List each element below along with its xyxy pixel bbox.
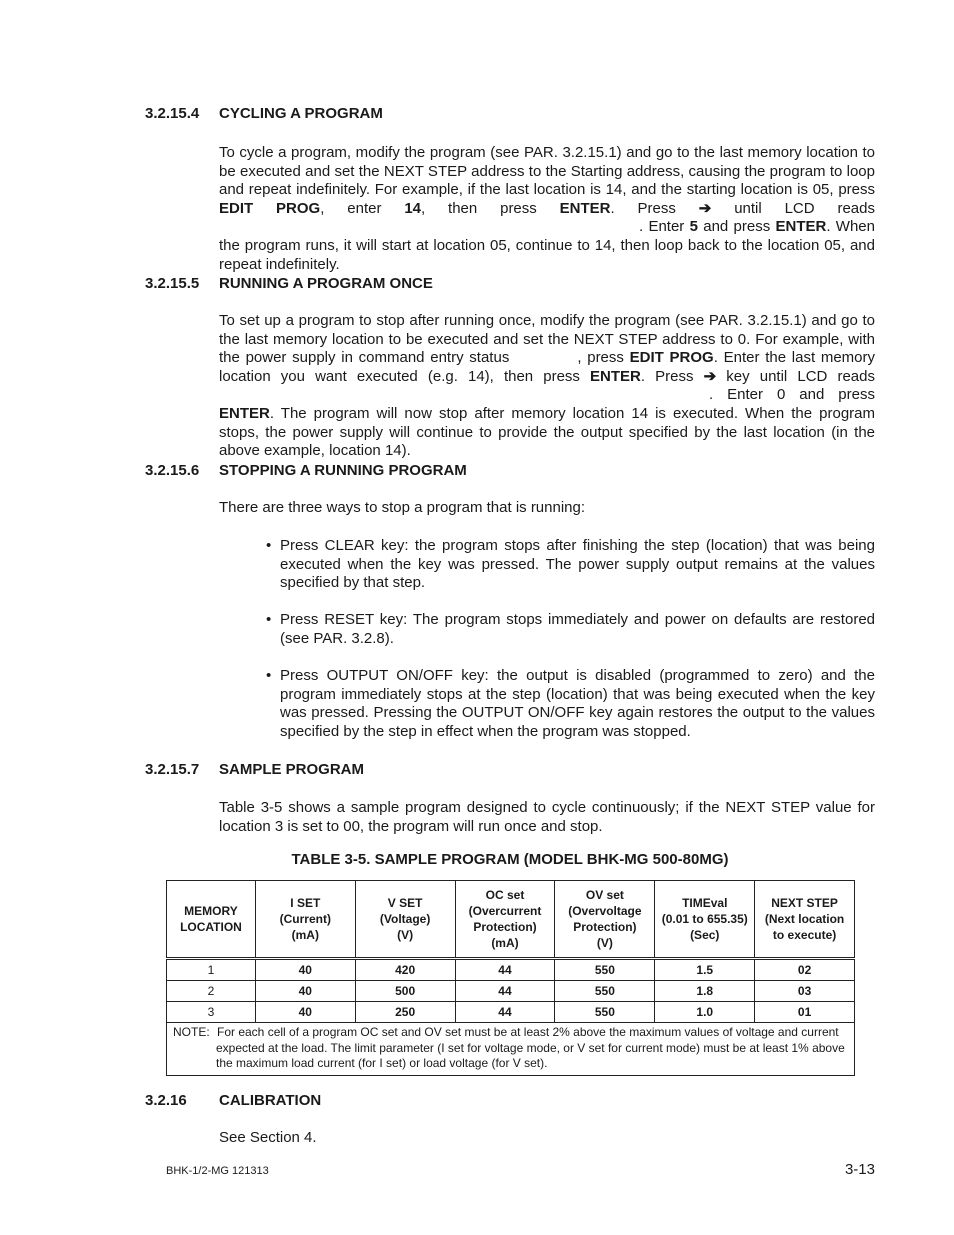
enter-key: ENTER [590,367,641,385]
bullet-icon: • [266,611,272,628]
section-title: SAMPLE PROGRAM [219,761,365,778]
header-next-step: NEXT STEP (Next location to execute) [755,881,855,959]
list-item: • Press CLEAR key: the program stops after finishing the step (location) that was being executed when the key was pressed. The power supply output remains at the values specified by that step. [266,537,875,592]
paragraph-calibration: See Section 4. [219,1129,317,1146]
table-header-row [167,881,855,959]
section-number: 3.2.15.6 [145,462,200,479]
bullet-icon: • [266,667,272,684]
header-oc-set: OC set (Overcurrent Protection) (mA) [455,881,555,959]
section-number: 3.2.16 [145,1092,187,1109]
enter-key: ENTER [219,404,270,422]
header-memory-location: MEMORY LOCATION [167,881,256,959]
section-number: 3.2.15.5 [145,275,200,292]
section-number: 3.2.15.4 [145,105,200,122]
section-number: 3.2.15.7 [145,761,200,778]
header-i-set: I SET (Current) (mA) [255,881,355,959]
right-arrow-icon: ➔ [703,367,717,385]
note-text: For each cell of a program OC set and OV set must be at least 2% above the maximum values of voltage and current expected at the load. The limit parameter (I set for voltage mode, or V set for current mode) must be at least 1% above the maximum load current (for I set) or load voltage (for V set). [216,1025,845,1070]
table-row: 3 40 250 44 550 1.0 01 [167,1002,855,1023]
table-row: 1 40 420 44 550 1.5 02 [167,959,855,981]
section-title: STOPPING A RUNNING PROGRAM [219,462,467,479]
edit-prog-key: EDIT PROG [629,349,714,367]
note-label: NOTE: [173,1025,210,1039]
section-title: RUNNING A PROGRAM ONCE [219,275,433,292]
section-title: CALIBRATION [219,1092,322,1109]
list-item: • Press OUTPUT ON/OFF key: the output is disabled (programmed to zero) and the program immediately stops at the step (location) that was being executed when the key was pressed. Pressing the OUTPUT ON/OFF key again restores the output to the values specified by the step in effect when the program was stopped. [266,667,875,740]
page-number: 3-13 [844,1161,875,1178]
footer-doc-id: BHK-1/2-MG 121313 [166,1165,269,1177]
table-note [167,1023,855,1076]
right-arrow-icon: ➔ [698,199,712,217]
table-title: TABLE 3-5. SAMPLE PROGRAM (MODEL BHK-MG 500-80MG) [291,851,729,868]
paragraph-stop-intro: There are three ways to stop a program that is running: [219,499,586,516]
table-row: 2 40 500 44 550 1.8 03 [167,981,855,1002]
table-note-row [167,1023,855,1076]
paragraph-cycling-program: To cycle a program, modify the program (see PAR. 3.2.15.1) and go to the last memory location to be executed and set the NEXT STEP address to the Starting address, causing the program to loop and repeat indefinitely. For example, if the last location is 14, and the starting location is 05, press EDIT PROG, enter 14, then press ENTER. Press ➔ until LCD reads. Enter 5 and press ENTER. When the program runs, it will start at location 05, continue to 14, then loop back to the location 05, and repeat indefinitely. [219,144,875,273]
header-v-set: V SET (Voltage) (V) [355,881,455,959]
header-timeval: TIMEval (0.01 to 655.35) (Sec) [655,881,755,959]
paragraph-sample-program: Table 3-5 shows a sample program designed to cycle continuously; if the NEXT STEP value for location 3 is set to 00, the program will run once and stop. [219,799,875,835]
edit-prog-key: EDIT PROG [219,199,321,217]
header-ov-set: OV set (Overvoltage Protection) (V) [555,881,655,959]
section-title: CYCLING A PROGRAM [219,105,383,122]
enter-key: ENTER [775,218,827,236]
sample-program-table [166,880,855,1076]
bullet-icon: • [266,537,272,554]
enter-key: ENTER [559,199,611,217]
paragraph-running-once: To set up a program to stop after running once, modify the program (see PAR. 3.2.15.1) and go to the last memory location to be executed and set the NEXT STEP address to 0. For example, with the power supply in command entry status , press EDIT PROG. Enter the last memory location you want executed (e.g. 14), then press ENTER. Press ➔ key until LCD reads. Enter 0 and press ENTER. The program will now stop after memory location 14 is executed. When the program stops, the power supply will continue to provide the output specified by the last location (in the above example, location 14). [219,312,876,460]
list-item: • Press RESET key: The program stops immediately and power on defaults are restored (see PAR. 3.2.8). [266,611,875,647]
